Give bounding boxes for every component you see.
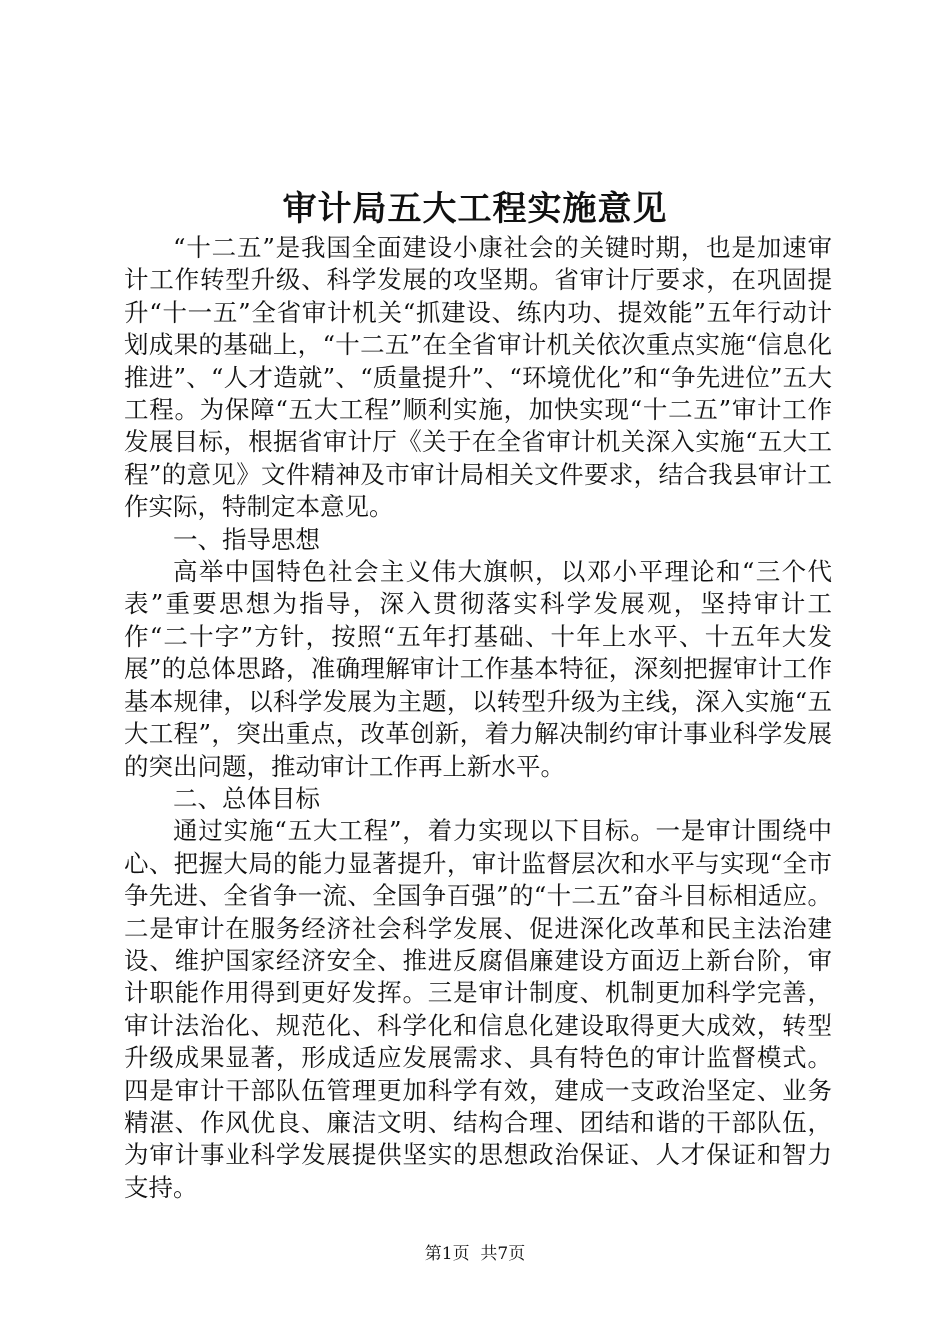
intro-paragraph: “十二五”是我国全面建设小康社会的关键时期，也是加速审计工作转型升级、科学发展的攻坚期。省审计厅要求，在巩固提升“十一五”全省审计机关“抓建设、练内功、提效能”五年行动计划成果的基础上，“十二五”在全省审计机关依次重点实施“信息化推进”、“人才造就”、“质量提升”、“环境优化”和“争先进位”五大工程。为保障“五大工程”顺利实施，加快实现“十二五”审计工作发展目标，根据省审计厅《关于在全省审计机关深入实施“五大工程”的意见》文件精神及市审计局相关文件要求，结合我县审计工作实际，特制定本意见。 xyxy=(124,233,832,522)
section-heading-overall-goals: 二、总体目标 xyxy=(173,783,320,813)
document-body xyxy=(124,232,832,1204)
page-number-footer: 第1页 共7页 xyxy=(424,1244,526,1264)
document-title: 审计局五大工程实施意见 xyxy=(282,189,668,229)
section-heading-guiding-ideology: 一、指导思想 xyxy=(173,524,320,554)
overall-goals-paragraph: 通过实施“五大工程”，着力实现以下目标。一是审计围绕中心、把握大局的能力显著提升，审计监督层次和水平与实现“全市争先进、全省争一流、全国争百强”的“十二五”奋斗目标相适应。二是审计在服务经济社会科学发展、促进深化改革和民主法治建设、维护国家经济安全、推进反腐倡廉建设方面迈上新台阶，审计职能作用得到更好发挥。三是审计制度、机制更加科学完善，审计法治化、规范化、科学化和信息化建设取得更大成效，转型升级成果显著，形成适应发展需求、具有特色的审计监督模式。四是审计干部队伍管理更加科学有效，建成一支政治坚定、业务精湛、作风优良、廉洁文明、结构合理、团结和谐的干部队伍，为审计事业科学发展提供坚实的思想政治保证、人才保证和智力支持。 xyxy=(124,816,832,1202)
guiding-ideology-paragraph: 高举中国特色社会主义伟大旗帜，以邓小平理论和“三个代表”重要思想为指导，深入贯彻落实科学发展观，坚持审计工作“二十字”方针，按照“五年打基础、十年上水平、十五年大发展”的总体思路，准确理解审计工作基本特征，深刻把握审计工作基本规律，以科学发展为主题，以转型升级为主线，深入实施“五大工程”，突出重点，改革创新，着力解决制约审计事业科学发展的突出问题，推动审计工作再上新水平。 xyxy=(124,557,832,781)
